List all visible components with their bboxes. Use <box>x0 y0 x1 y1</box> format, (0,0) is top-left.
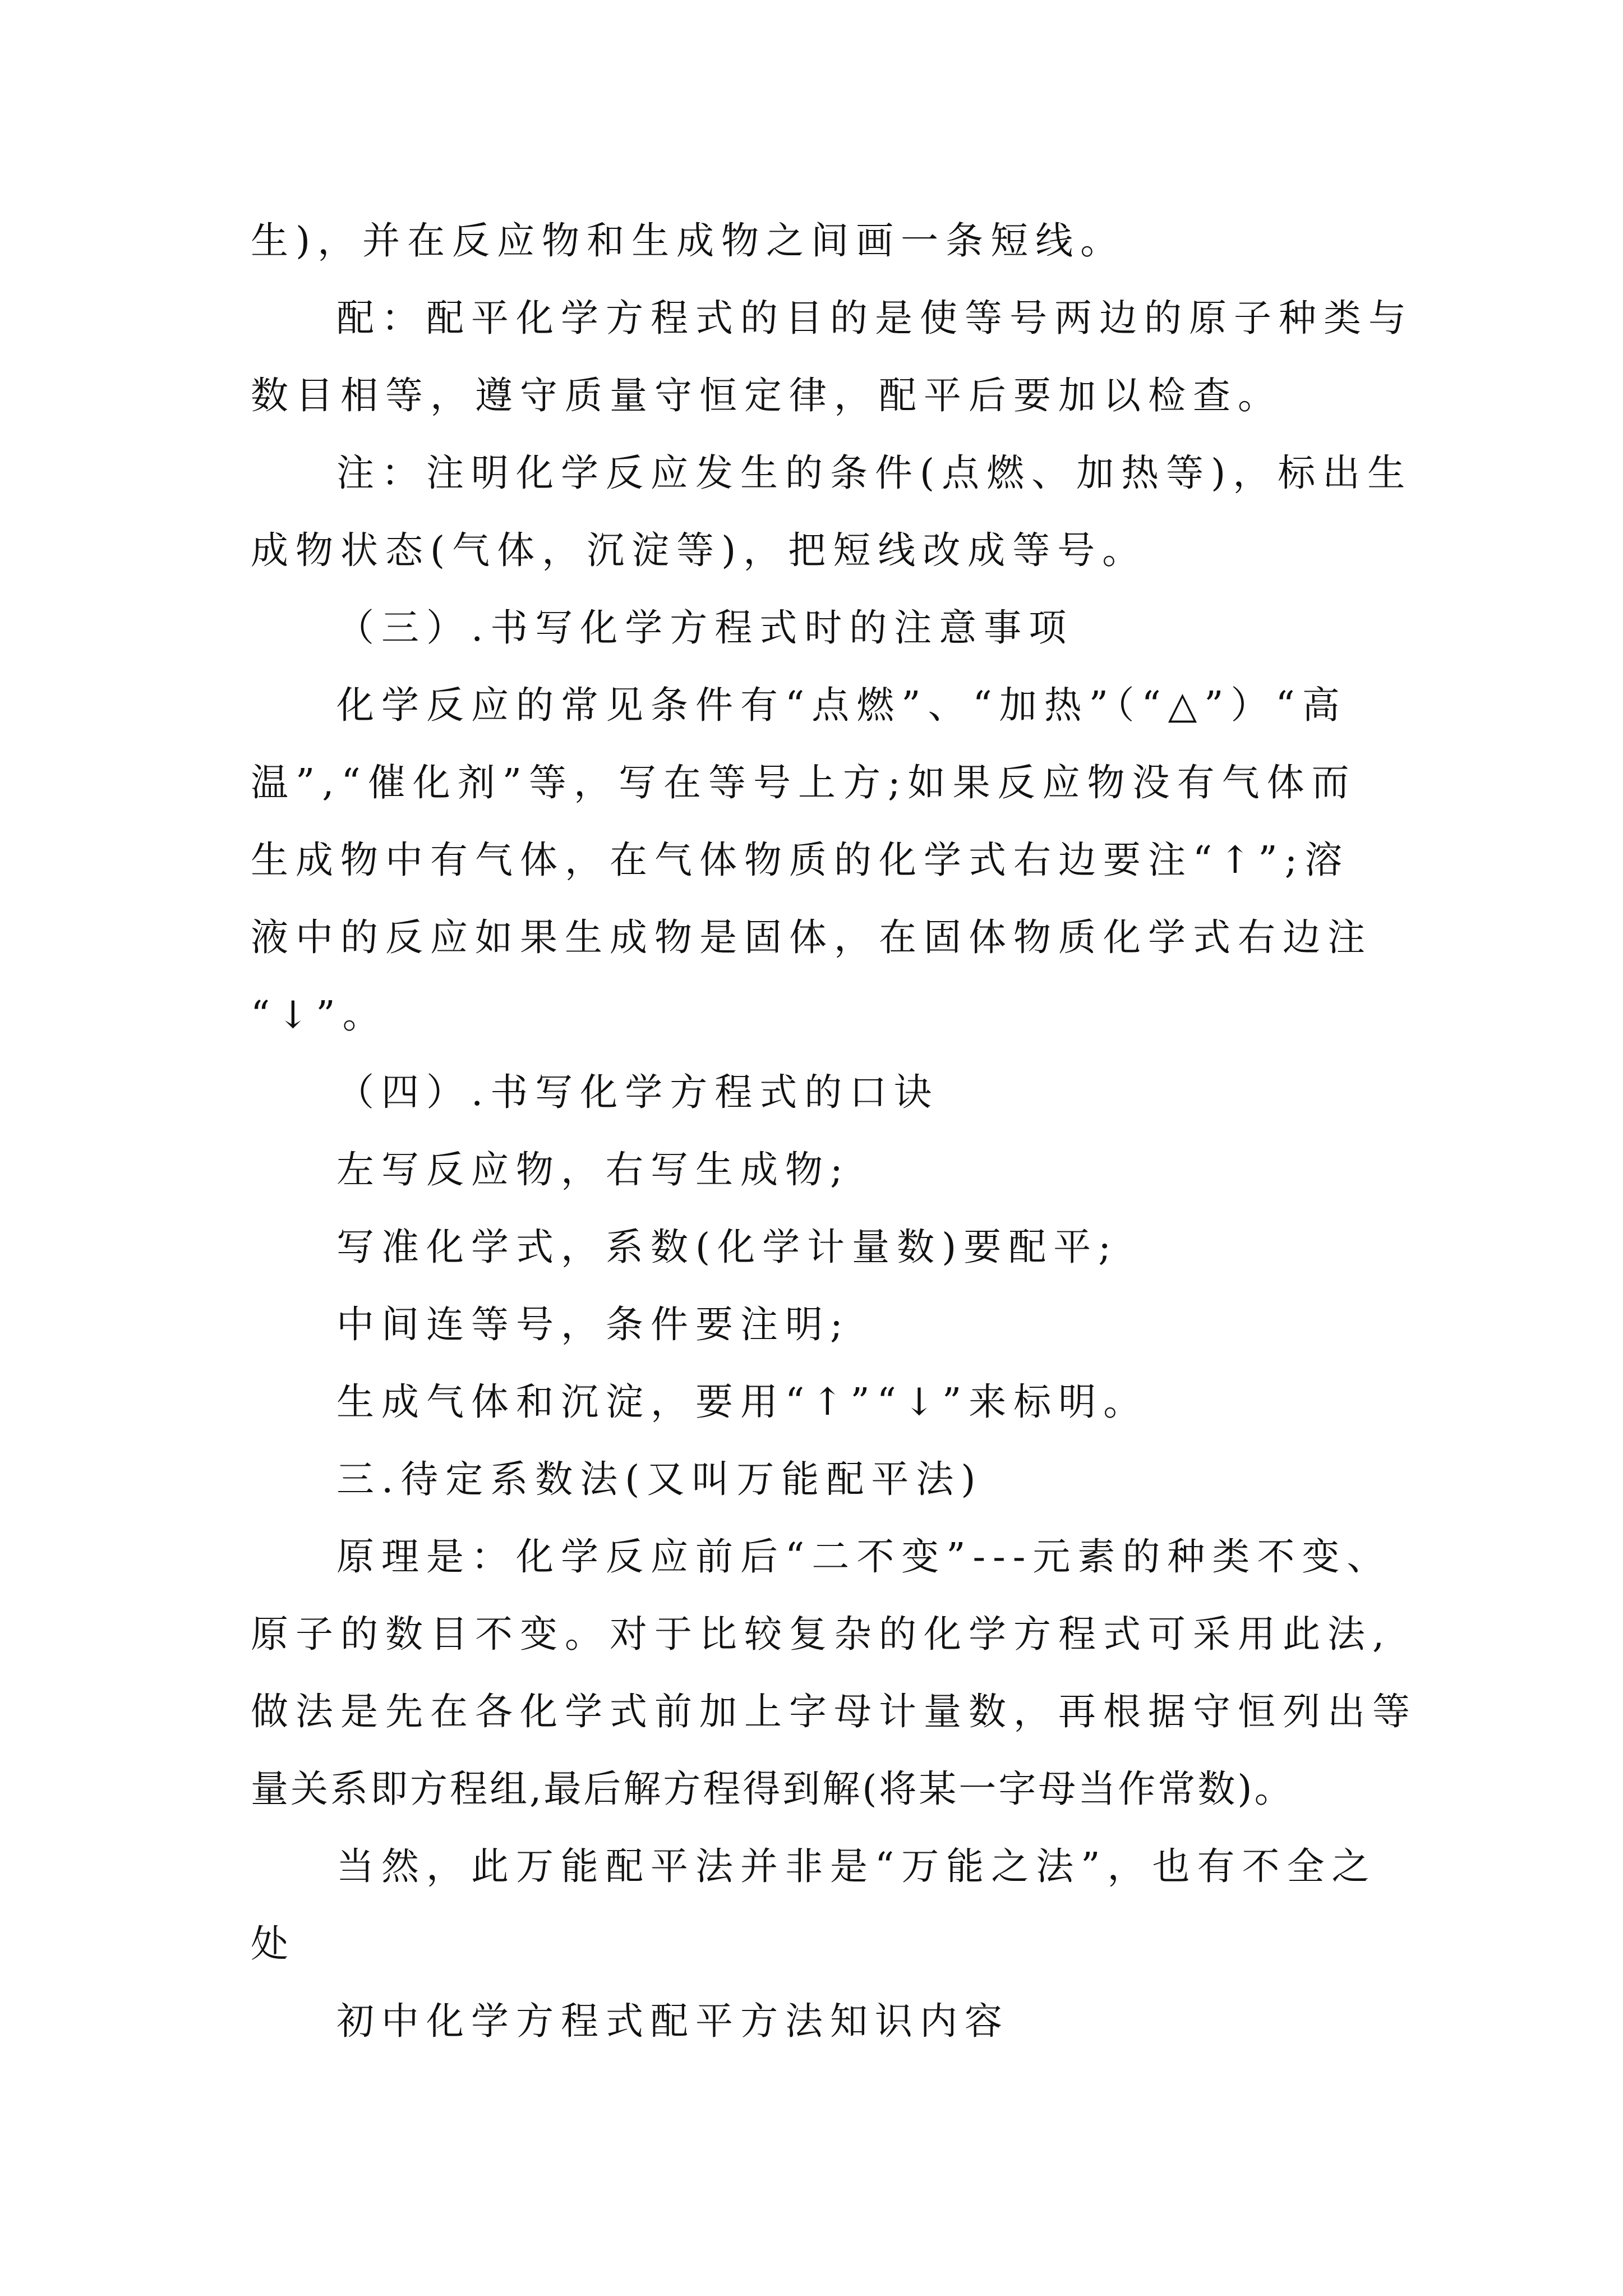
paragraph-line: 数目相等，遵守质量守恒定律，配平后要加以检查。 <box>251 374 1283 417</box>
paragraph-line: 成物状态(气体，沉淀等)，把短线改成等号。 <box>251 528 1147 572</box>
paragraph-line: 原理是：化学反应前后“二不变”---元素的种类不变、 <box>336 1535 1392 1579</box>
paragraph-line: 初中化学方程式配平方法知识内容 <box>336 1999 1009 2043</box>
paragraph-line: 生)，并在反应物和生成物之间画一条短线。 <box>251 219 1126 263</box>
paragraph-line: 左写反应物，右写生成物; <box>336 1148 850 1191</box>
paragraph-line: 中间连等号，条件要注明; <box>336 1303 850 1346</box>
paragraph-line: 生成物中有气体，在气体物质的化学式右边要注“↑”;溶 <box>251 838 1350 882</box>
paragraph-line: “↓”。 <box>251 993 388 1037</box>
section-heading: 三.待定系数法(又叫万能配平法) <box>336 1457 983 1501</box>
paragraph-line: 配：配平化学方程式的目的是使等号两边的原子种类与 <box>336 296 1413 340</box>
paragraph-line: 量关系即方程组,最后解方程得到解(将某一字母当作常数)。 <box>251 1767 1294 1811</box>
paragraph-line: 当然，此万能配平法并非是“万能之法”，也有不全之 <box>336 1844 1377 1888</box>
paragraph-line: 液中的反应如果生成物是固体，在固体物质化学式右边注 <box>251 915 1372 959</box>
paragraph-line: 生成气体和沉淀，要用“↑”“↓”来标明。 <box>336 1380 1149 1424</box>
section-heading: （三）.书写化学方程式时的注意事项 <box>336 606 1074 650</box>
paragraph-line: 写准化学式，系数(化学计量数)要配平; <box>336 1225 1118 1269</box>
paragraph-line: 注：注明化学反应发生的条件(点燃、加热等)，标出生 <box>336 451 1413 495</box>
paragraph-line: 原子的数目不变。对于比较复杂的化学方程式可采用此法, <box>251 1612 1392 1656</box>
paragraph-line: 做法是先在各化学式前加上字母计量数，再根据守恒列出等 <box>251 1690 1417 1733</box>
paragraph-line: 处 <box>251 1922 296 1966</box>
paragraph-line: 温”,“催化剂”等，写在等号上方;如果反应物没有气体而 <box>251 761 1357 804</box>
section-heading: （四）.书写化学方程式的口诀 <box>336 1070 939 1114</box>
paragraph-line: 化学反应的常见条件有“点燃”、“加热”（“△”）“高 <box>336 683 1347 727</box>
